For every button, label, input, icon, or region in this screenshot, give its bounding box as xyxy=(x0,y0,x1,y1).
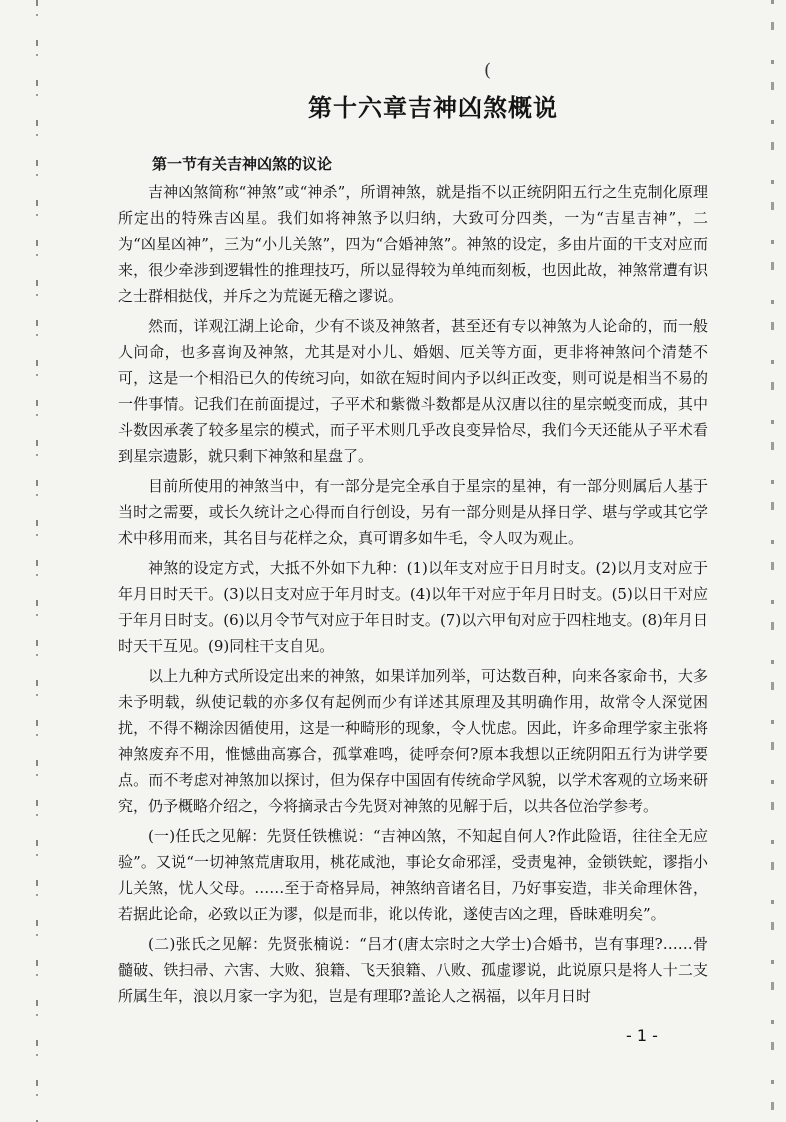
page-body xyxy=(118,88,708,1013)
paragraph: 然而，详观江湖上论命，少有不谈及神煞者，甚至还有专以神煞为人论命的，而一般人问命，也多喜询及神煞，尤其是对小儿、婚姻、厄关等方面，更非将神煞问个清楚不可，这是一个相沿已久的传统习向，如欲在短时间内予以纠正改变，则可说是相当不易的一件事情。记我们在前面提过，子平术和紫微斗数都是从汉唐以往的星宗蜕变而成，其中斗数因承袭了较多星宗的模式，而子平术则几乎改良变异恰尽，我们今天还能从子平术看到星宗遗影，就只剩下神煞和星盘了。 xyxy=(118,317,708,465)
paragraph: 神煞的设定方式，大抵不外如下九种：(1)以年支对应于日月时支。(2)以月支对应于年月日时天干。(3)以日支对应于年月时支。(4)以年干对应于年月日时支。(5)以日干对应于年月日时支。(6)以月令节气对应于年日时支。(7)以六甲旬对应于四柱地支。(8)年月日时天干互见。(9)同柱干支自见。 xyxy=(118,559,708,655)
scan-left-edge xyxy=(36,0,38,1122)
paragraph: (二)张氏之见解：先贤张楠说：“吕才(唐太宗时之大学士)合婚书，岂有事理?……骨髓破、铁扫帚、六害、大败、狼籍、飞天狼籍、八败、孤虚谬说，此说原只是将人十二支所属生年，浪以月家一字为犯，岂是有理耶?盖论人之祸福，以年月日时 xyxy=(118,935,708,1005)
stray-mark: ( xyxy=(484,60,492,81)
paragraph: 吉神凶煞简称“神煞”或“神杀”，所谓神煞，就是指不以正统阴阳五行之生克制化原理所定出的特殊吉凶星。我们如将神煞予以归纳，大致可分四类，一为“吉星吉神”，二为“凶星凶神”，三为“小儿关煞”，四为“合婚神煞”。神煞的设定，多由片面的干支对应而来，很少牵涉到逻辑性的推理技巧，所以显得较为单纯而刻板，也因此故，神煞常遭有识之士群相挞伐，并斥之为荒诞无稽之谬说。 xyxy=(118,183,708,305)
paragraph: 目前所使用的神煞当中，有一部分是完全承自于星宗的星神，有一部分则属后人基于当时之需要，或长久统计之心得而自行创设，另有一部分则是从择日学、堪与学或其它学术中移用而来，其名目与花样之众，真可谓多如牛毛，令人叹为观止。 xyxy=(118,477,708,547)
chapter-title: 第十六章吉神凶煞概说 xyxy=(308,93,558,122)
paragraph: 以上九种方式所设定出来的神煞，如果详加列举，可达数百种，向来各家命书，大多未予明载，纵使记载的亦多仅有起例而少有详述其原理及其明确作用，故常令人深觉困扰，不得不糊涂因循使用，这是一种畸形的现象，令人忧虑。因此，许多命理学家主张将神煞废弃不用，惟憾曲高寡合，孤掌难鸣，徒呼奈何?原本我想以正统阴阳五行为讲学要点。而不考虑对神煞加以探讨，但为保存中国固有传统命学风貌，以学术客观的立场来研究，仍予概略介绍之，今将摘录古今先贤对神煞的见解于后，以共各位治学参考。 xyxy=(118,667,708,815)
page-number: - 1 - xyxy=(626,1026,658,1045)
section-heading: 第一节有关吉神凶煞的议论 xyxy=(152,155,333,173)
paragraph: (一)任氏之见解：先贤任铁樵说：“吉神凶煞，不知起自何人?作此险语，往往全无应验”。又说“一切神煞荒唐取用，桃花咸池，事论女命邪淫，受责鬼神，金锁铁蛇，谬指小儿关煞，忧人父母。……至于奇格异局，神煞纳音诸名目，乃好事妄造，非关命理休咎，若据此论命，必致以正为谬，似是而非，讹以传讹，遂使吉凶之理，昏昧难明矣”。 xyxy=(118,827,708,923)
scan-right-edge xyxy=(771,0,774,1122)
